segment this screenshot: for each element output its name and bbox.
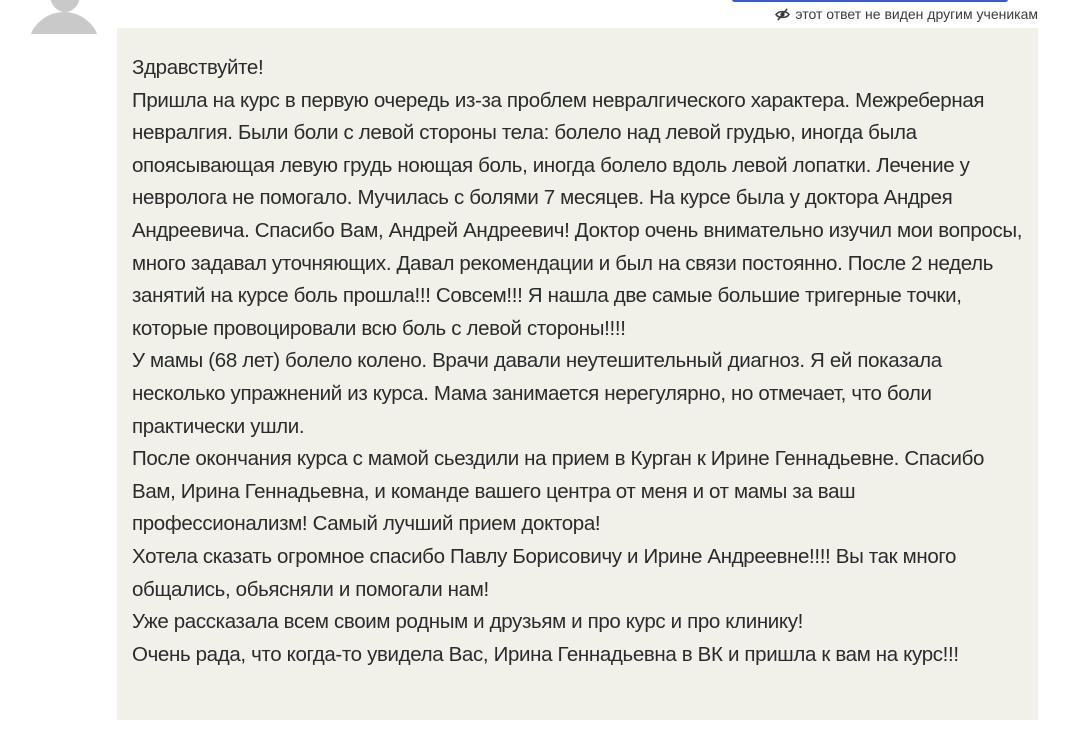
private-answer-note bbox=[775, 6, 1038, 22]
comment-paragraph-neuralgia: Пришла на курс в первую очередь из-за проблем невралгического характера. Межреберная невралгия. Были боли с левой стороны тела: болело над левой грудью, иногда была опоясывающая левую грудь ноющая боль, иногда болело вдоль левой лопатки. Лечение у невролога не помогало. Мучилась с болями 7 месяцев. На курсе была у доктора Андрея Андреевича. Спасибо Вам, Андрей Андреевич! Доктор очень внимательно изучил мои вопросы, много задавал уточняющих. Давал рекомендации и был на связи постоянно. После 2 недель занятий на курсе боль прошла!!! Совсем!!! Я нашла две самые большие тригерные точки, которые провоцировали всю боль с левой стороны!!!! bbox=[132, 88, 1023, 340]
comment-bubble bbox=[117, 28, 1038, 720]
private-answer-label: этот ответ не виден другим ученикам bbox=[795, 6, 1038, 22]
top-accent-bar bbox=[732, 0, 1008, 2]
comment-paragraph-greeting: Здравствуйте! bbox=[132, 56, 264, 79]
eye-off-icon bbox=[775, 8, 790, 21]
comment-paragraph-kurgan-visit: После окончания курса с мамой сьездили на прием в Курган к Ирине Геннадьевне. Спасибо Вам, Ирина Геннадьевна, и команде вашего центра от меня и от мамы за ваш профессионализм! Самый лучший прием доктора! bbox=[132, 447, 985, 536]
comment-paragraph-closing: Очень рада, что когда-то увидела Вас, Ирина Геннадьевна в ВК и пришла к вам на курс!!! bbox=[132, 642, 959, 666]
comment-paragraph-mother: У мамы (68 лет) болело колено. Врачи давали неутешительный диагноз. Я ей показала несколько упражнений из курса. Мама занимается нерегулярно, но отмечает, что боли практически ушли. bbox=[132, 349, 942, 438]
comment-text bbox=[132, 52, 1024, 671]
avatar-head-shape bbox=[50, 0, 80, 12]
comment-paragraph-thanks: Хотела сказать огромное спасибо Павлу Борисовичу и Ирине Андреевне!!!! Вы так много общались, обьясняли и помогали нам! bbox=[132, 544, 957, 601]
user-avatar[interactable] bbox=[28, 0, 100, 34]
comment-paragraph-recommendation: Уже рассказала всем своим родным и друзьям и про курс и про клинику! bbox=[132, 610, 803, 634]
avatar-shoulders-shape bbox=[28, 12, 100, 34]
